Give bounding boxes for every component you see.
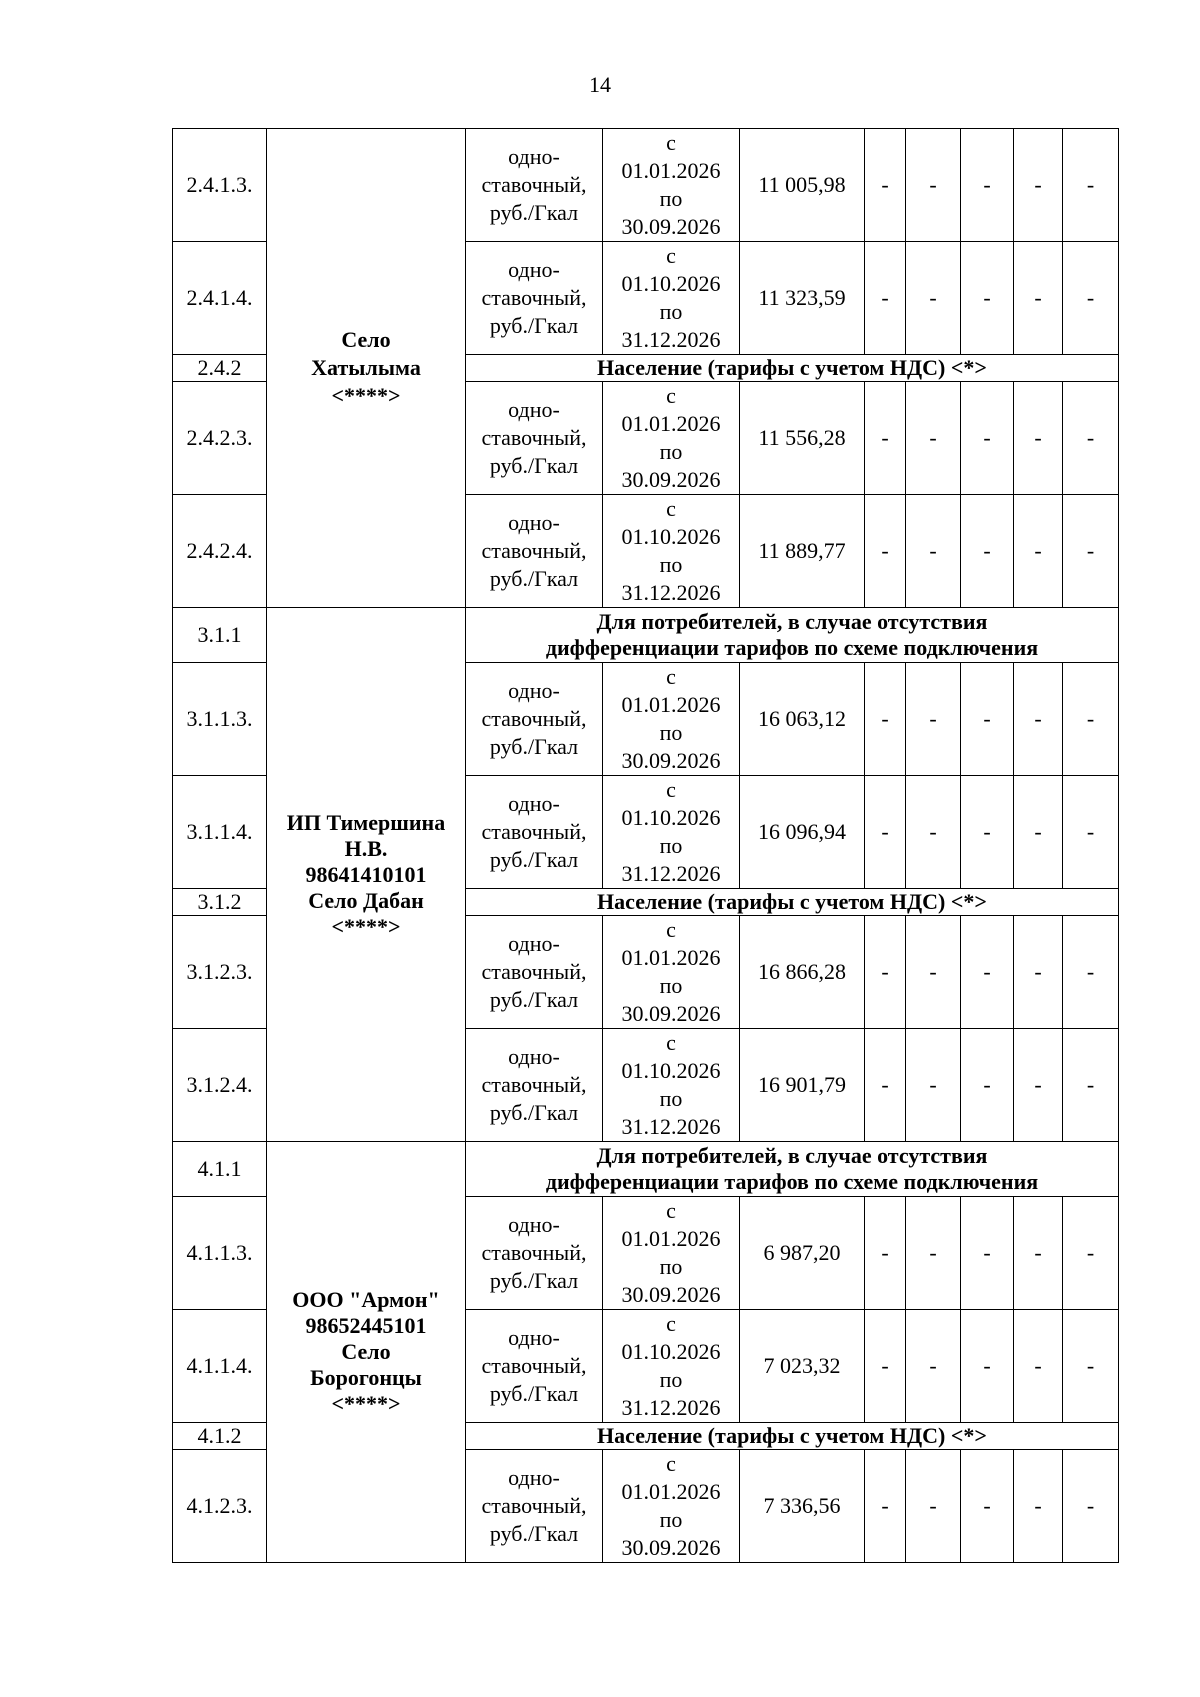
tariff-value-cell: 16 063,12: [740, 663, 865, 776]
period-line: 30.09.2026: [621, 748, 721, 773]
group-header-line: Население (тарифы с учетом НДС) <*>: [597, 889, 987, 914]
organization-line: Хатылыма: [311, 355, 421, 380]
empty-value-cell: -: [1063, 776, 1119, 889]
empty-value-cell: -: [1063, 1310, 1119, 1423]
tariff-type-cell: [466, 916, 603, 1029]
period-line: по: [659, 833, 683, 858]
tariff-type-line: одно-: [508, 1325, 560, 1350]
period-cell: [603, 382, 740, 495]
period-line: 01.01.2026: [621, 411, 721, 436]
period-line: с: [666, 383, 676, 408]
row-number-cell: 3.1.2.3.: [173, 916, 267, 1029]
tariff-type-line: руб./Гкал: [489, 313, 579, 338]
tariff-type-line: руб./Гкал: [489, 734, 579, 759]
empty-value-cell: -: [865, 1029, 906, 1142]
period-line: 31.12.2026: [621, 1395, 721, 1420]
empty-value-cell: -: [865, 1310, 906, 1423]
tariff-value-cell: 16 901,79: [740, 1029, 865, 1142]
tariff-type-line: руб./Гкал: [489, 847, 579, 872]
group-header-line: Население (тарифы с учетом НДС) <*>: [597, 355, 987, 380]
row-number-cell: 4.1.1: [173, 1142, 267, 1197]
group-header-cell: [466, 608, 1119, 663]
empty-value-cell: -: [961, 242, 1014, 355]
tariff-type-line: одно-: [508, 791, 560, 816]
empty-value-cell: -: [1063, 495, 1119, 608]
tariff-type-line: ставочный,: [481, 706, 587, 731]
tariff-type-cell: [466, 495, 603, 608]
period-line: с: [666, 917, 676, 942]
tariff-type-line: ставочный,: [481, 425, 587, 450]
tariff-table: [172, 128, 1119, 1563]
group-header-cell: [466, 889, 1119, 916]
period-cell: [603, 1029, 740, 1142]
tariff-type-line: одно-: [508, 678, 560, 703]
row-number-cell: 2.4.1.3.: [173, 129, 267, 242]
group-header-line: Для потребителей, в случае отсутствия: [596, 1143, 988, 1168]
period-line: 30.09.2026: [621, 1535, 721, 1560]
period-line: по: [659, 1254, 683, 1279]
period-line: с: [666, 130, 676, 155]
organization-cell: [267, 1142, 466, 1563]
period-line: по: [659, 186, 683, 211]
tariff-type-line: ставочный,: [481, 1240, 587, 1265]
group-header-cell: [466, 355, 1119, 382]
period-line: 01.10.2026: [621, 524, 721, 549]
empty-value-cell: -: [906, 776, 961, 889]
empty-value-cell: -: [906, 382, 961, 495]
tariff-type-cell: [466, 242, 603, 355]
organization-line: <****>: [331, 1391, 401, 1416]
empty-value-cell: -: [865, 916, 906, 1029]
empty-value-cell: -: [906, 1197, 961, 1310]
empty-value-cell: -: [1014, 663, 1063, 776]
row-number-cell: 2.4.2: [173, 355, 267, 382]
empty-value-cell: -: [1014, 1197, 1063, 1310]
empty-value-cell: -: [961, 663, 1014, 776]
tariff-type-cell: [466, 1450, 603, 1563]
period-line: 01.01.2026: [621, 158, 721, 183]
tariff-type-line: одно-: [508, 257, 560, 282]
tariff-type-line: руб./Гкал: [489, 200, 579, 225]
tariff-type-line: руб./Гкал: [489, 1100, 579, 1125]
empty-value-cell: -: [961, 1450, 1014, 1563]
period-line: с: [666, 1451, 676, 1476]
empty-value-cell: -: [906, 663, 961, 776]
tariff-type-line: одно-: [508, 144, 560, 169]
period-line: по: [659, 1086, 683, 1111]
row-number-cell: 3.1.2.4.: [173, 1029, 267, 1142]
tariff-value-cell: 11 323,59: [740, 242, 865, 355]
row-number-cell: 3.1.1.4.: [173, 776, 267, 889]
tariff-value-cell: 16 096,94: [740, 776, 865, 889]
empty-value-cell: -: [865, 1197, 906, 1310]
tariff-value-cell: 16 866,28: [740, 916, 865, 1029]
period-cell: [603, 916, 740, 1029]
empty-value-cell: -: [1063, 382, 1119, 495]
tariff-type-line: руб./Гкал: [489, 453, 579, 478]
empty-value-cell: -: [906, 129, 961, 242]
page-number: 14: [589, 72, 611, 97]
tariff-type-line: ставочный,: [481, 1353, 587, 1378]
period-line: по: [659, 1367, 683, 1392]
period-line: 30.09.2026: [621, 467, 721, 492]
tariff-type-line: руб./Гкал: [489, 1268, 579, 1293]
organization-cell: [267, 608, 466, 1142]
empty-value-cell: -: [1014, 495, 1063, 608]
organization-line: Борогонцы: [310, 1365, 422, 1390]
organization-line: <****>: [331, 383, 401, 408]
period-line: 01.01.2026: [621, 1226, 721, 1251]
period-line: 30.09.2026: [621, 214, 721, 239]
row-number-cell: 4.1.1.3.: [173, 1197, 267, 1310]
empty-value-cell: -: [1014, 1450, 1063, 1563]
period-line: по: [659, 973, 683, 998]
row-number-cell: 2.4.2.3.: [173, 382, 267, 495]
period-line: 30.09.2026: [621, 1282, 721, 1307]
empty-value-cell: -: [1063, 129, 1119, 242]
tariff-value-cell: 6 987,20: [740, 1197, 865, 1310]
period-line: 01.10.2026: [621, 1058, 721, 1083]
empty-value-cell: -: [865, 776, 906, 889]
tariff-type-line: руб./Гкал: [489, 987, 579, 1012]
row-number-cell: 4.1.2.3.: [173, 1450, 267, 1563]
row-number-cell: 3.1.1: [173, 608, 267, 663]
row-number-cell: 4.1.1.4.: [173, 1310, 267, 1423]
tariff-type-line: ставочный,: [481, 1072, 587, 1097]
period-line: с: [666, 777, 676, 802]
tariff-value-cell: 11 556,28: [740, 382, 865, 495]
tariff-type-cell: [466, 776, 603, 889]
group-header-row: [173, 1142, 1119, 1197]
period-line: 30.09.2026: [621, 1001, 721, 1026]
period-line: с: [666, 496, 676, 521]
tariff-type-line: одно-: [508, 1465, 560, 1490]
group-header-cell: [466, 1142, 1119, 1197]
empty-value-cell: -: [906, 1450, 961, 1563]
tariff-table-body: [173, 129, 1119, 1563]
empty-value-cell: -: [1063, 916, 1119, 1029]
empty-value-cell: -: [906, 1310, 961, 1423]
tariff-type-line: ставочный,: [481, 819, 587, 844]
empty-value-cell: -: [961, 129, 1014, 242]
empty-value-cell: -: [1014, 916, 1063, 1029]
tariff-type-cell: [466, 663, 603, 776]
group-header-line: Для потребителей, в случае отсутствия: [596, 609, 988, 634]
empty-value-cell: -: [906, 916, 961, 1029]
empty-value-cell: -: [1014, 242, 1063, 355]
empty-value-cell: -: [961, 1029, 1014, 1142]
group-header-cell: [466, 1423, 1119, 1450]
group-header-row: [173, 608, 1119, 663]
tariff-type-line: одно-: [508, 1212, 560, 1237]
tariff-type-line: руб./Гкал: [489, 1521, 579, 1546]
organization-line: 98641410101: [305, 861, 427, 887]
empty-value-cell: -: [1014, 382, 1063, 495]
row-number-cell: 4.1.2: [173, 1423, 267, 1450]
tariff-type-line: ставочный,: [481, 1493, 587, 1518]
organization-line: Село Дабан: [308, 887, 424, 913]
period-line: 01.01.2026: [621, 1479, 721, 1504]
empty-value-cell: -: [906, 1029, 961, 1142]
organization-line: 98652445101: [305, 1313, 427, 1338]
period-cell: [603, 1450, 740, 1563]
group-header-line: дифференциации тарифов по схеме подключения: [545, 635, 1039, 660]
period-line: по: [659, 552, 683, 577]
period-line: 01.10.2026: [621, 805, 721, 830]
empty-value-cell: -: [1063, 663, 1119, 776]
organization-line: <****>: [331, 913, 401, 939]
organization-cell: [267, 129, 466, 608]
tariff-value-cell: 11 889,77: [740, 495, 865, 608]
tariff-type-cell: [466, 1310, 603, 1423]
tariff-type-line: ставочный,: [481, 172, 587, 197]
period-line: с: [666, 243, 676, 268]
empty-value-cell: -: [1014, 776, 1063, 889]
tariff-type-line: ставочный,: [481, 285, 587, 310]
empty-value-cell: -: [961, 916, 1014, 1029]
row-number-cell: 3.1.1.3.: [173, 663, 267, 776]
empty-value-cell: -: [961, 1310, 1014, 1423]
tariff-type-line: одно-: [508, 1044, 560, 1069]
group-header-line: Население (тарифы с учетом НДС) <*>: [597, 1423, 987, 1448]
period-line: с: [666, 1030, 676, 1055]
period-cell: [603, 242, 740, 355]
empty-value-cell: -: [1063, 1029, 1119, 1142]
organization-line: ИП Тимершина: [286, 809, 446, 835]
empty-value-cell: -: [865, 495, 906, 608]
period-cell: [603, 1197, 740, 1310]
period-cell: [603, 663, 740, 776]
tariff-type-cell: [466, 382, 603, 495]
period-line: по: [659, 1507, 683, 1532]
tariff-type-line: ставочный,: [481, 959, 587, 984]
tariff-type-cell: [466, 1029, 603, 1142]
empty-value-cell: -: [1063, 242, 1119, 355]
tariff-type-line: одно-: [508, 931, 560, 956]
tariff-type-line: одно-: [508, 510, 560, 535]
period-cell: [603, 495, 740, 608]
empty-value-cell: -: [961, 495, 1014, 608]
period-line: 01.10.2026: [621, 271, 721, 296]
tariff-value-cell: 7 336,56: [740, 1450, 865, 1563]
empty-value-cell: -: [961, 1197, 1014, 1310]
empty-value-cell: -: [1014, 1029, 1063, 1142]
period-cell: [603, 776, 740, 889]
row-number-cell: 2.4.1.4.: [173, 242, 267, 355]
tariff-value-cell: 11 005,98: [740, 129, 865, 242]
period-line: 01.10.2026: [621, 1339, 721, 1364]
row-number-cell: 3.1.2: [173, 889, 267, 916]
period-line: 01.01.2026: [621, 692, 721, 717]
period-line: по: [659, 439, 683, 464]
organization-line: Н.В.: [344, 835, 388, 861]
period-line: 31.12.2026: [621, 1114, 721, 1139]
organization-line: Село: [341, 327, 391, 352]
empty-value-cell: -: [961, 776, 1014, 889]
table-row: [173, 129, 1119, 242]
tariff-type-cell: [466, 1197, 603, 1310]
period-line: 31.12.2026: [621, 861, 721, 886]
period-line: 31.12.2026: [621, 327, 721, 352]
tariff-type-line: одно-: [508, 397, 560, 422]
tariff-type-cell: [466, 129, 603, 242]
period-line: с: [666, 1311, 676, 1336]
empty-value-cell: -: [961, 382, 1014, 495]
row-number-cell: 2.4.2.4.: [173, 495, 267, 608]
tariff-type-line: руб./Гкал: [489, 1381, 579, 1406]
empty-value-cell: -: [865, 663, 906, 776]
period-line: 31.12.2026: [621, 580, 721, 605]
empty-value-cell: -: [865, 1450, 906, 1563]
empty-value-cell: -: [906, 495, 961, 608]
empty-value-cell: -: [906, 242, 961, 355]
period-cell: [603, 129, 740, 242]
organization-line: Село: [341, 1339, 391, 1364]
organization-line: ООО "Армон": [292, 1287, 440, 1312]
empty-value-cell: -: [865, 242, 906, 355]
period-line: по: [659, 299, 683, 324]
empty-value-cell: -: [1063, 1197, 1119, 1310]
period-line: по: [659, 720, 683, 745]
empty-value-cell: -: [865, 129, 906, 242]
tariff-value-cell: 7 023,32: [740, 1310, 865, 1423]
empty-value-cell: -: [1014, 1310, 1063, 1423]
empty-value-cell: -: [1063, 1450, 1119, 1563]
empty-value-cell: -: [1014, 129, 1063, 242]
tariff-type-line: ставочный,: [481, 538, 587, 563]
empty-value-cell: -: [865, 382, 906, 495]
tariff-type-line: руб./Гкал: [489, 566, 579, 591]
period-line: с: [666, 1198, 676, 1223]
period-line: с: [666, 664, 676, 689]
period-cell: [603, 1310, 740, 1423]
period-line: 01.01.2026: [621, 945, 721, 970]
group-header-line: дифференциации тарифов по схеме подключения: [545, 1169, 1039, 1194]
